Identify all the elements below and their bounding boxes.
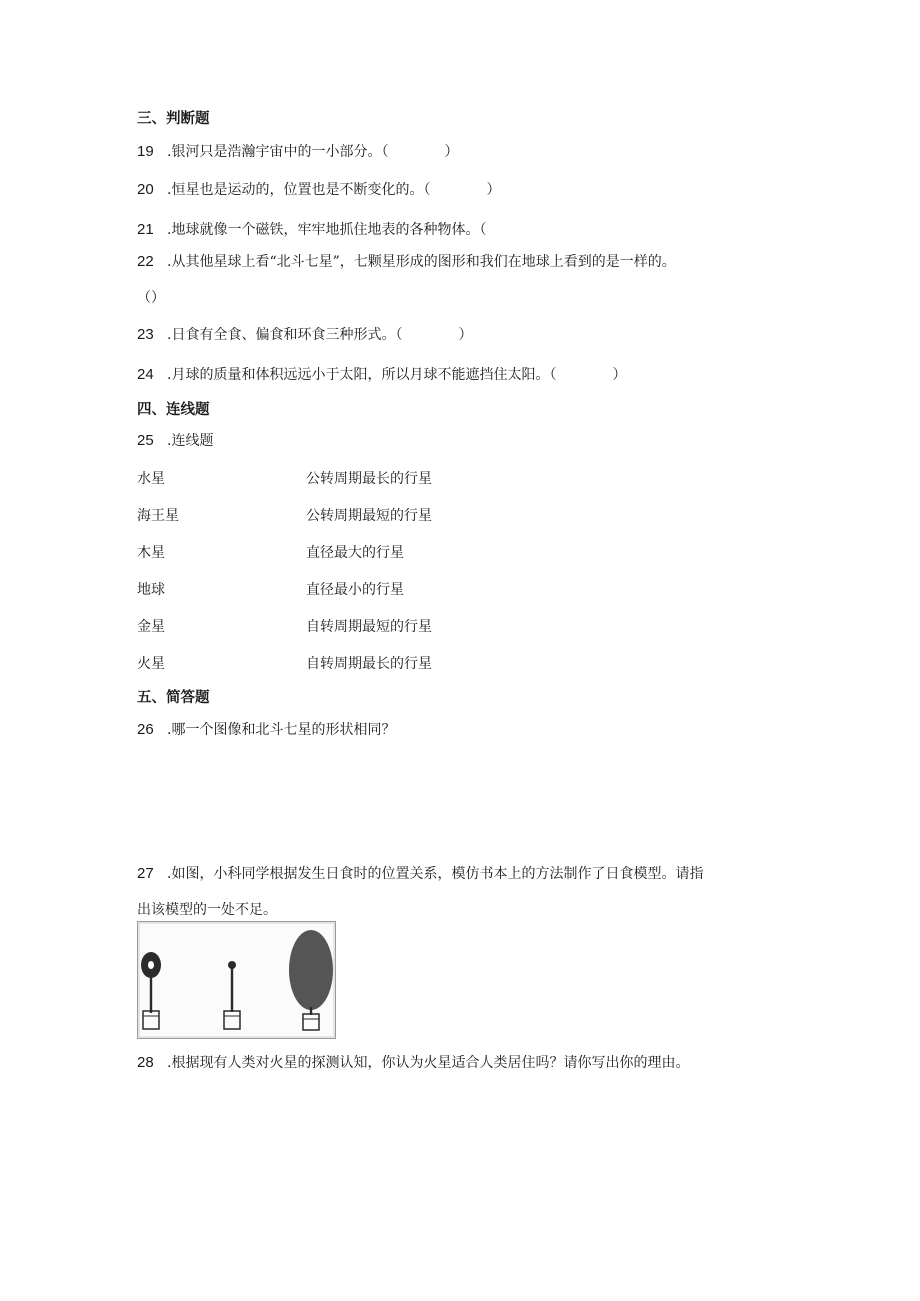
question-28 bbox=[137, 1054, 689, 1072]
question-22 bbox=[137, 253, 676, 271]
question-text: .哪一个图像和北斗七星的形状相同？ bbox=[167, 722, 396, 738]
section-title-match: 四、连线题 bbox=[137, 402, 210, 418]
match-left-item[interactable]: 木星 bbox=[137, 545, 165, 561]
match-left-item[interactable]: 火星 bbox=[137, 656, 165, 672]
question-25 bbox=[137, 432, 213, 450]
section-title-judge: 三、判断题 bbox=[137, 111, 210, 127]
match-right-item[interactable]: 直径最小的行星 bbox=[306, 582, 404, 598]
match-right-item[interactable]: 自转周期最短的行星 bbox=[306, 619, 432, 635]
question-number: 27 bbox=[137, 865, 154, 882]
match-left-item[interactable]: 海王星 bbox=[137, 508, 179, 524]
match-left-item[interactable]: 水星 bbox=[137, 471, 165, 487]
question-number: 23 bbox=[137, 326, 154, 343]
question-27 bbox=[137, 865, 703, 883]
question-27-continuation: 出该模型的一处不足。 bbox=[137, 902, 277, 918]
question-19 bbox=[137, 143, 458, 161]
question-number: 19 bbox=[137, 143, 154, 160]
question-26 bbox=[137, 721, 395, 739]
question-text: .从其他星球上看“北斗七星”，七颗星形成的图形和我们在地球上看到的是一样的。 bbox=[167, 254, 676, 270]
match-right-item[interactable]: 公转周期最短的行星 bbox=[306, 508, 432, 524]
question-number: 28 bbox=[137, 1054, 154, 1071]
question-number: 21 bbox=[137, 221, 154, 238]
question-text: .月球的质量和体积远远小于太阳，所以月球不能遮挡住太阳。（ ） bbox=[167, 367, 627, 383]
question-text: .地球就像一个磁铁，牢牢地抓住地表的各种物体。（ bbox=[167, 222, 487, 238]
match-right-item[interactable]: 直径最大的行星 bbox=[306, 545, 404, 561]
question-24 bbox=[137, 366, 626, 384]
question-number: 26 bbox=[137, 721, 154, 738]
match-right-item[interactable]: 公转周期最长的行星 bbox=[306, 471, 432, 487]
match-left-item[interactable]: 金星 bbox=[137, 619, 165, 635]
match-left-item[interactable]: 地球 bbox=[137, 582, 165, 598]
match-right-item[interactable]: 自转周期最长的行星 bbox=[306, 656, 432, 672]
question-text: .日食有全食、偏食和环食三种形式。（ ） bbox=[167, 327, 473, 343]
question-text: .根据现有人类对火星的探测认知，你认为火星适合人类居住吗？请你写出你的理由。 bbox=[167, 1055, 690, 1071]
question-23 bbox=[137, 326, 472, 344]
question-number: 25 bbox=[137, 432, 154, 449]
question-22-continuation: （） bbox=[137, 290, 165, 306]
question-text: .如图，小科同学根据发生日食时的位置关系，模仿书本上的方法制作了日食模型。请指 bbox=[167, 866, 704, 882]
question-number: 22 bbox=[137, 253, 154, 270]
question-number: 24 bbox=[137, 366, 154, 383]
question-20 bbox=[137, 181, 500, 199]
question-21 bbox=[137, 221, 486, 239]
question-number: 20 bbox=[137, 181, 154, 198]
section-title-short: 五、简答题 bbox=[137, 690, 210, 706]
eclipse-model-figure bbox=[137, 921, 336, 1039]
question-text: .恒星也是运动的，位置也是不断变化的。（ ） bbox=[167, 182, 501, 198]
question-text: .连线题 bbox=[167, 433, 214, 449]
question-text: .银河只是浩瀚宇宙中的一小部分。（ ） bbox=[167, 144, 459, 160]
